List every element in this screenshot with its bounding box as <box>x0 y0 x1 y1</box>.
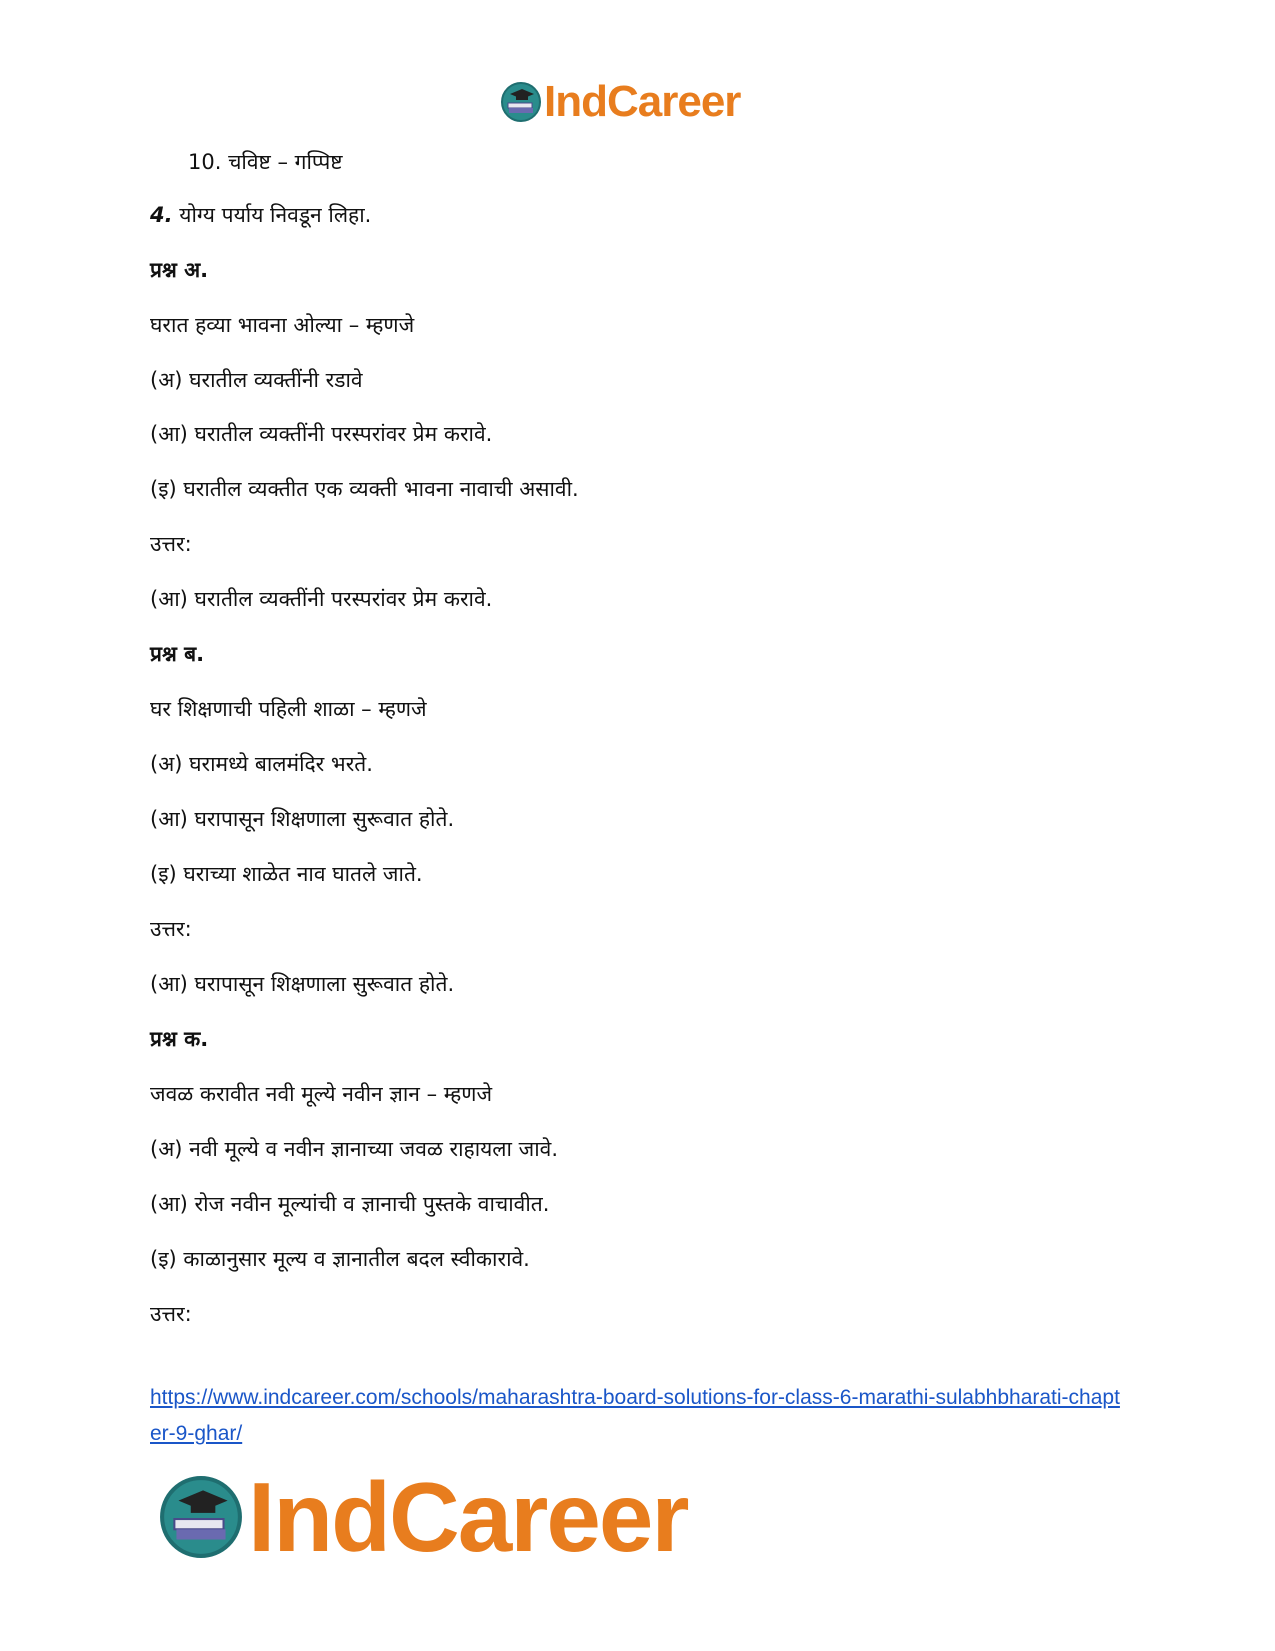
option-line: (अ) नवी मूल्ये व नवीन ज्ञानाच्या जवळ राहायला जावे. <box>150 1137 559 1161</box>
footer-logo <box>158 1462 688 1572</box>
option-line: (इ) घराच्या शाळेत नाव घातले जाते. <box>150 862 423 886</box>
section-heading <box>150 201 371 229</box>
option-line: (आ) घरातील व्यक्तींनी परस्परांवर प्रेम करावे. <box>150 422 493 446</box>
answer-label: उत्तर: <box>150 532 192 556</box>
section-title: योग्य पर्याय निवडून लिहा. <box>172 203 372 227</box>
logo-text: IndCareer <box>248 1462 688 1572</box>
option-line: (इ) काळानुसार मूल्य व ज्ञानातील बदल स्वीकारावे. <box>150 1247 530 1271</box>
question-label-c: प्रश्न क. <box>150 1027 209 1051</box>
question-label-a: प्रश्न अ. <box>150 258 209 282</box>
question-text: जवळ करावीत नवी मूल्ये नवीन ज्ञान – म्हणजे <box>150 1082 493 1106</box>
answer-text: (आ) घरापासून शिक्षणाला सुरूवात होते. <box>150 972 455 996</box>
header-logo <box>500 77 741 126</box>
option-line: (आ) घरापासून शिक्षणाला सुरूवात होते. <box>150 807 455 831</box>
section-number: 4. <box>150 203 173 227</box>
list-item-10: 10. चविष्ट – गप्पिष्ट <box>188 150 343 174</box>
option-line: (अ) घरातील व्यक्तींनी रडावे <box>150 368 363 392</box>
source-url-link[interactable]: https://www.indcareer.com/schools/maharashtra-board-solutions-for-class-6-marathi-sulabhbharati-chapter-9-ghar/ <box>150 1386 1120 1445</box>
option-line: (आ) रोज नवीन मूल्यांची व ज्ञानाची पुस्तके वाचावीत. <box>150 1192 550 1216</box>
question-text: घर शिक्षणाची पहिली शाळा – म्हणजे <box>150 697 427 721</box>
graduation-book-icon <box>500 81 542 123</box>
graduation-book-icon <box>158 1474 244 1560</box>
answer-label: उत्तर: <box>150 917 192 941</box>
question-text: घरात हव्या भावना ओल्या – म्हणजे <box>150 313 415 337</box>
answer-label: उत्तर: <box>150 1302 192 1326</box>
answer-text: (आ) घरातील व्यक्तींनी परस्परांवर प्रेम करावे. <box>150 587 493 611</box>
logo-text: IndCareer <box>544 77 741 126</box>
option-line: (इ) घरातील व्यक्तीत एक व्यक्ती भावना नावाची असावी. <box>150 477 579 501</box>
option-line: (अ) घरामध्ये बालमंदिर भरते. <box>150 752 373 776</box>
question-label-b: प्रश्न ब. <box>150 642 205 666</box>
